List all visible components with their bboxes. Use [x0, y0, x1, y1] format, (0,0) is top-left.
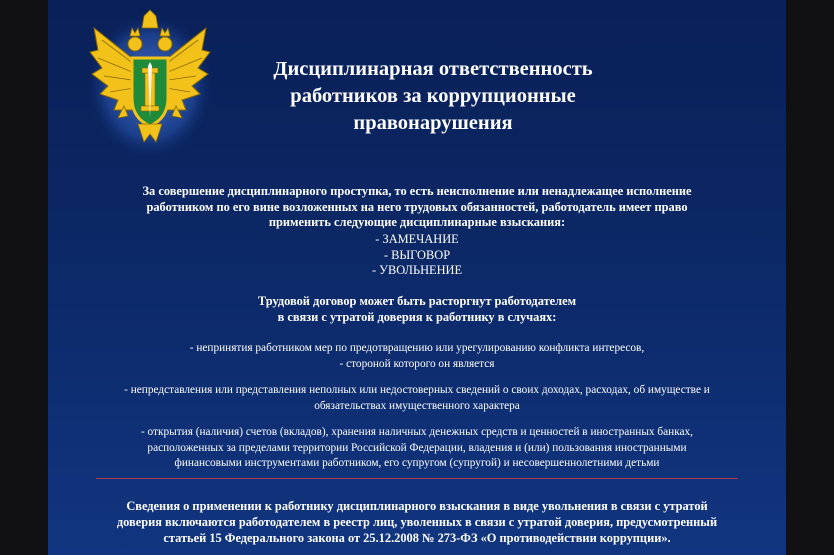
penalty-list	[48, 232, 786, 279]
slide	[48, 0, 786, 555]
title-line: работников за коррупционные	[290, 85, 576, 107]
registry-note	[48, 498, 786, 546]
title-line: правонарушения	[353, 112, 513, 134]
divider	[96, 478, 738, 479]
penalty-item: - УВОЛЬНЕНИЕ	[371, 263, 463, 278]
case-line: финансовыми инструментами работником, его супругом (супругой) и несовершеннолетними детьми	[174, 457, 660, 470]
contract-termination-heading	[48, 294, 786, 325]
title-line: Дисциплинарная ответственность	[273, 58, 593, 80]
slide-title	[248, 56, 618, 137]
case-line: обязательствах имущественного характера	[314, 399, 520, 412]
penalty-item: - ЗАМЕЧАНИЕ	[375, 232, 459, 246]
intro-line: работником по его вине возложенных на него трудовых обязанностей, работодатель имеет право	[146, 199, 688, 214]
case-line: - непринятия работником мер по предотвращению или урегулированию конфликта интересов,	[189, 342, 645, 354]
disciplinary-intro	[48, 184, 786, 231]
penalty-item: - ВЫГОВОР	[383, 247, 451, 262]
prosecutor-emblem-icon	[88, 6, 212, 156]
case-line: - открытия (наличия) счетов (вкладов), хранения наличных денежных средств и ценностей в иностранных банках,	[140, 426, 694, 438]
contract-line: Трудовой договор может быть расторгнут работодателем	[257, 294, 577, 308]
intro-line: применить следующие дисциплинарные взыскания:	[268, 215, 566, 230]
case-item	[48, 383, 786, 414]
case-line: - непредставления или представления неполных или недостоверных сведений о своих доходах, расходах, об имуществе и	[124, 384, 710, 396]
case-item	[48, 341, 786, 372]
case-line: расположенных за пределами территории Российской Федерации, владения и (или) пользования иностранными	[147, 441, 687, 454]
contract-line: в связи с утратой доверия к работнику в случаях:	[277, 309, 557, 324]
registry-line: доверия включаются работодателем в реестр лиц, уволенных в связи с утратой доверия, предусмотренный	[116, 515, 718, 529]
case-line: - стороной которого он является	[339, 357, 495, 370]
case-item	[48, 425, 786, 472]
intro-line: За совершение дисциплинарного проступка, то есть неисполнение или ненадлежащее исполнение	[142, 184, 692, 198]
registry-line: статьей 15 Федерального закона от 25.12.2008 № 273-ФЗ «О противодействии коррупции».	[163, 531, 671, 545]
registry-line: Сведения о применении к работнику дисциплинарного взыскания в виде увольнения в связи с утратой	[126, 499, 708, 513]
